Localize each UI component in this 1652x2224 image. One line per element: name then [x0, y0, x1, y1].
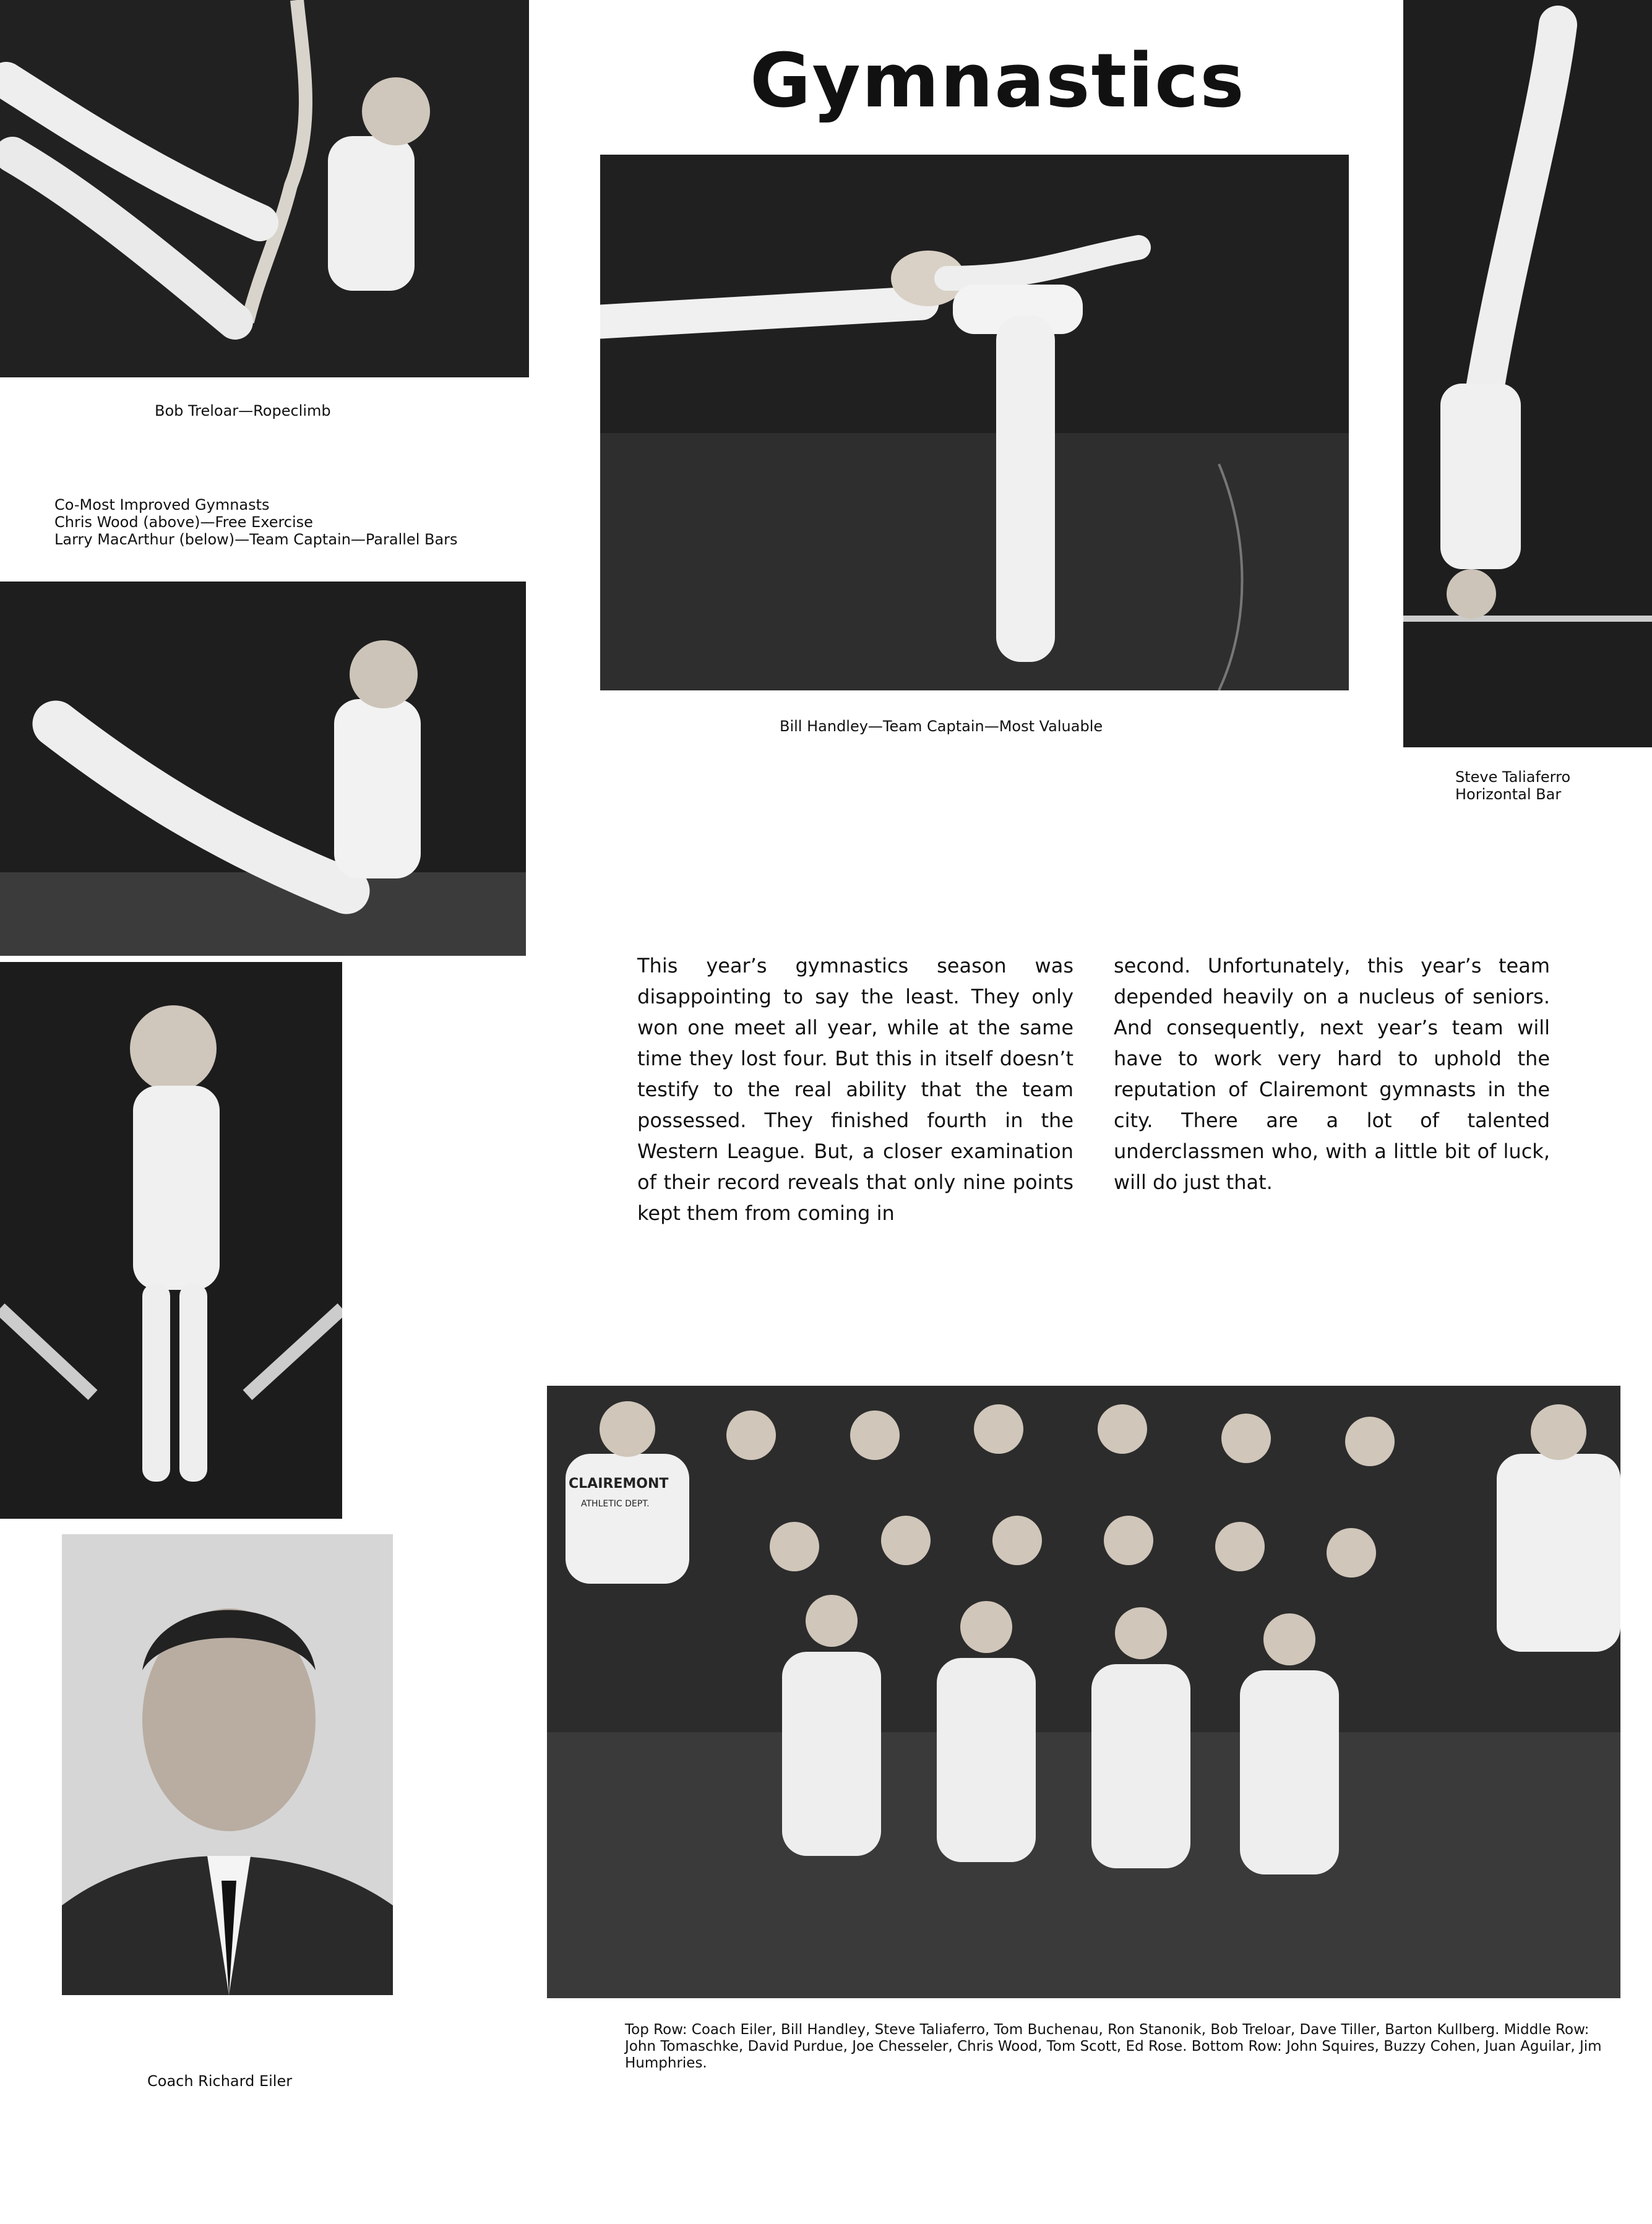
article-column-1: This year’s gymnastics season was disappointing to say the least. They only won one meet all year, while at the same time they lost four. But this in itself doesn’t testify to the real ability that the team possessed. They finished fourth in the Western League. But, a closer examination of their record reveals that only nine points kept them from coming in — [637, 954, 1073, 1225]
bill-handley-caption: Bill Handley—Team Captain—Most Valuable — [780, 718, 1103, 735]
team-shirt-subtext: ATHLETIC DEPT. — [581, 1499, 650, 1509]
bill-handley-photo — [600, 155, 1349, 690]
most-improved-caption-line3: Larry MacArthur (below)—Team Captain—Parallel Bars — [54, 531, 458, 548]
team-caption: Top Row: Coach Eiler, Bill Handley, Steve Taliaferro, Tom Buchenau, Ron Stanonik, Bob Treloar, Dave Tiller, Barton Kullberg. Middle Row: John Tomaschke, David Purdue, Joe Chesseler, Chris Wood, Tom Scott, Ed Rose. Bottom Row: John Squires, Buzzy Cohen, Juan Aguilar, Jim Humphries. — [625, 2022, 1602, 2071]
most-improved-caption-line1: Co-Most Improved Gymnasts — [54, 496, 270, 513]
horizontal-bar-caption-line1: Steve Taliaferro — [1455, 768, 1571, 786]
free-exercise-floor-photo — [0, 582, 526, 956]
article-column-2: second. Unfortunately, this year’s team depended heavily on a nucleus of seniors. And consequently, next year’s team will have to work very hard to uphold the reputation of Clairemont gymnasts in the city. There are a lot of talented underclassmen who, with a little bit of luck, will do just that. — [1114, 954, 1550, 1194]
ropeclimb-photo — [0, 0, 529, 377]
horizontal-bar-caption-line2: Horizontal Bar — [1455, 786, 1562, 803]
team-photo — [547, 1386, 1620, 1998]
coach-caption: Coach Richard Eiler — [147, 2072, 293, 2090]
horizontal-bar-photo — [1403, 0, 1652, 747]
coach-portrait-photo — [62, 1534, 393, 1995]
most-improved-caption-line2: Chris Wood (above)—Free Exercise — [54, 513, 313, 531]
page-title: Gymnastics — [750, 38, 1245, 124]
ropeclimb-caption: Bob Treloar—Ropeclimb — [155, 402, 331, 419]
parallel-bars-photo — [0, 962, 342, 1519]
team-shirt-text: CLAIREMONT — [569, 1476, 669, 1492]
